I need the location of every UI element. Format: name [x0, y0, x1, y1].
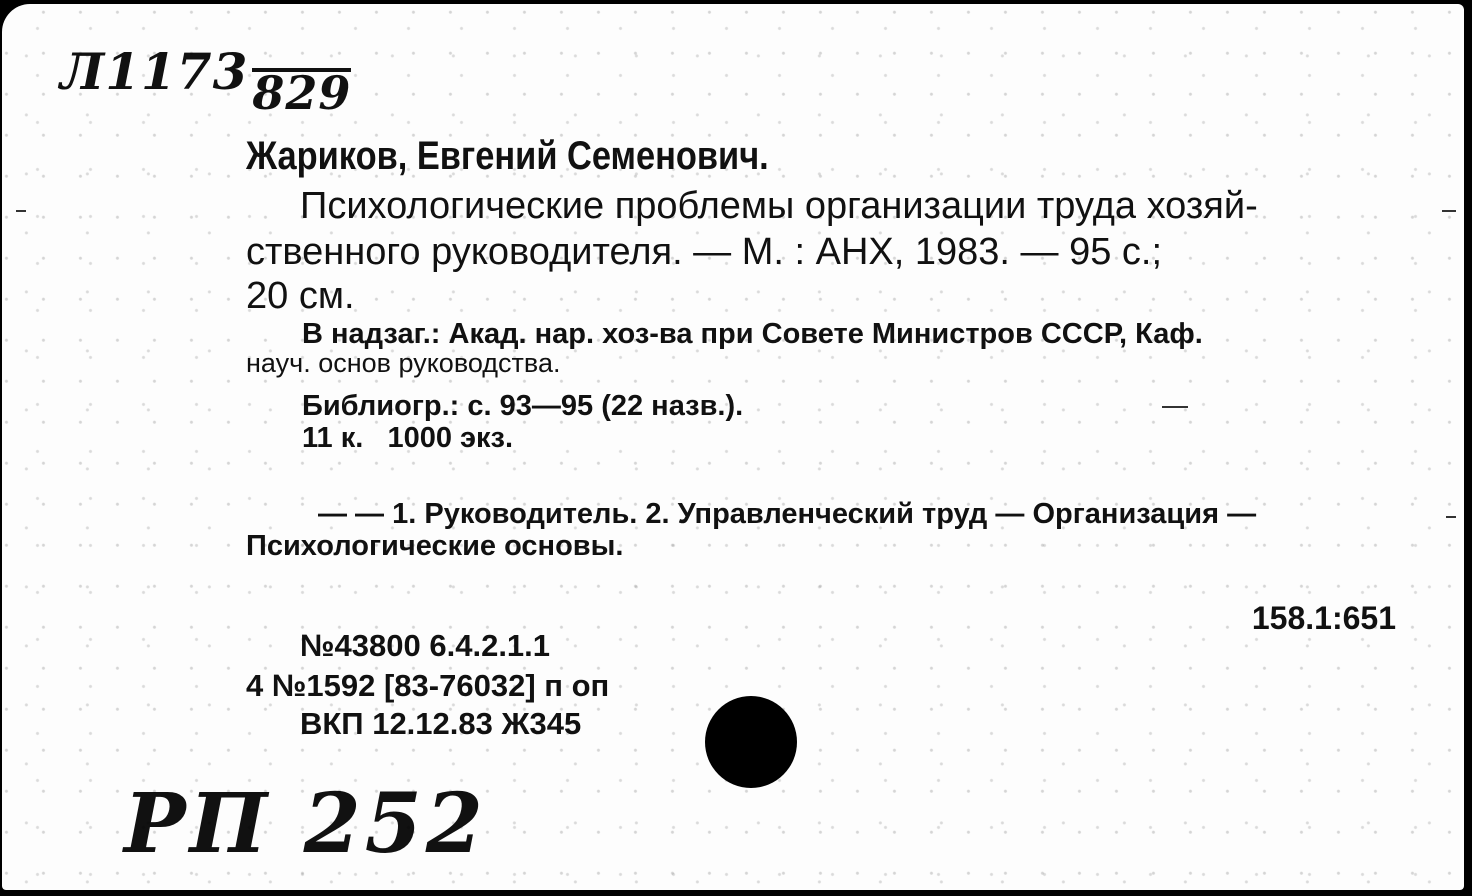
subject-line-1: — — 1. Руководитель. 2. Управленческий труд — Организация —	[318, 498, 1257, 530]
code-line-2: 4 №1592 [83-76032] п оп	[246, 668, 610, 703]
title-line-2: ственного руководителя. — М. : АНХ, 1983. — 95 с.;	[246, 231, 1163, 273]
bibliography-note: Библиогр.: с. 93—95 (22 назв.).	[302, 390, 744, 422]
udc-code: 158.1:651	[1251, 600, 1396, 636]
speck-mark	[1446, 516, 1456, 518]
author-heading: Жариков, Евгений Семенович.	[246, 134, 769, 178]
title-line-1: Психологические проблемы организации труда хозяй-	[300, 185, 1258, 227]
card-punch-hole	[705, 696, 797, 788]
note-line-2: науч. основ руководства.	[246, 348, 561, 378]
speck-mark	[1442, 210, 1456, 212]
subject-line-2: Психологические основы.	[246, 530, 624, 562]
note-line-1: В надзаг.: Акад. нар. хоз-ва при Совете Министров СССР, Каф.	[302, 318, 1203, 350]
code-line-1: №43800 6.4.2.1.1	[300, 628, 551, 663]
handwritten-call-number: Л1173829	[60, 42, 352, 120]
price-copies-note: 11 к. 1000 экз.	[302, 422, 514, 454]
speck-mark	[1162, 406, 1188, 408]
handwritten-call-number-sub: 829	[252, 66, 352, 120]
catalog-card	[2, 4, 1464, 890]
speck-mark	[16, 210, 26, 212]
code-line-3: ВКП 12.12.83 Ж345	[300, 706, 582, 741]
handwritten-shelf-mark: РП 252	[124, 776, 487, 872]
title-line-3: 20 см.	[246, 275, 355, 317]
